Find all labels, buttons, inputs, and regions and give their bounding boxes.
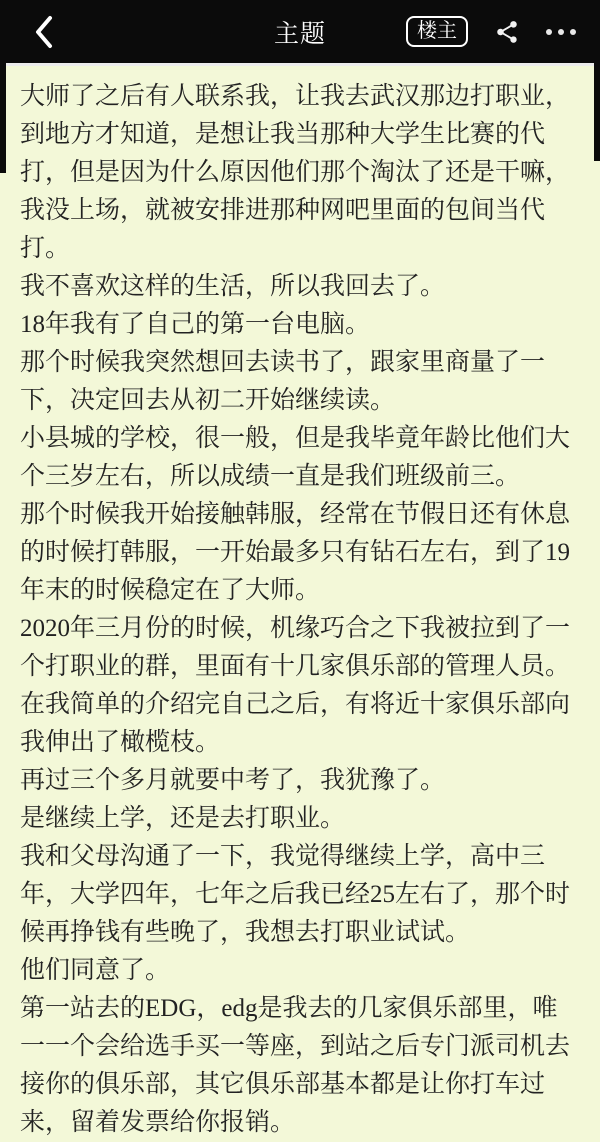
post-paragraph: 2020年三月份的时候，机缘巧合之下我被拉到了一个打职业的群，里面有十几家俱乐部的管理人员。在我简单的介绍完自己之后，有将近十家俱乐部向我伸出了橄榄枝。 <box>20 615 571 756</box>
more-options-icon[interactable] <box>546 29 576 35</box>
post-paragraph: 那个时候我开始接触韩服，经常在节假日还有休息的时候打韩服，一开始最多只有钻石左右，到了19年末的时候稳定在了大师。 <box>20 501 571 604</box>
post-paragraph: 我不喜欢这样的生活，所以我回去了。 <box>20 273 446 300</box>
post-paragraph: 再过三个多月就要中考了，我犹豫了。 <box>20 767 446 794</box>
post-paragraph: 他们同意了。 <box>20 957 171 984</box>
post-paragraph: 18年我有了自己的第一台电脑。 <box>20 311 371 338</box>
post-paragraph: 第一站去的EDG，edg是我去的几家俱乐部里，唯一一个会给选手买一等座，到站之后专门派司机去接你的俱乐部，其它俱乐部基本都是让你打车过来，留着发票给你报销。 <box>20 995 571 1136</box>
post-paragraph: 我和父母沟通了一下，我觉得继续上学，高中三年，大学四年，七年之后我已经25左右了，那个时候再挣钱有些晚了，我想去打职业试试。 <box>20 843 571 946</box>
back-button[interactable] <box>34 0 54 63</box>
post-paragraph: 大师了之后有人联系我，让我去武汉那边打职业，到地方才知道，是想让我当那种大学生比赛的代打，但是因为什么原因他们那个淘汰了还是干嘛，我没上场，就被安排进那种网吧里面的包间当代打。 <box>20 83 571 262</box>
post-paragraph: 那个时候我突然想回去读书了，跟家里商量了一下，决定回去从初二开始继续读。 <box>20 349 546 414</box>
post-content <box>0 66 600 1142</box>
share-icon[interactable] <box>494 19 520 45</box>
page-title: 主题 <box>273 19 326 48</box>
author-only-badge[interactable]: 楼主 <box>406 16 468 47</box>
post-paragraph: 小县城的学校，很一般，但是我毕竟年龄比他们大个三岁左右，所以成绩一直是我们班级前三。 <box>20 425 571 490</box>
back-chevron-icon <box>34 14 54 50</box>
navbar <box>0 0 600 63</box>
post-paragraph: 是继续上学，还是去打职业。 <box>20 805 346 832</box>
navbar-actions <box>406 0 576 63</box>
